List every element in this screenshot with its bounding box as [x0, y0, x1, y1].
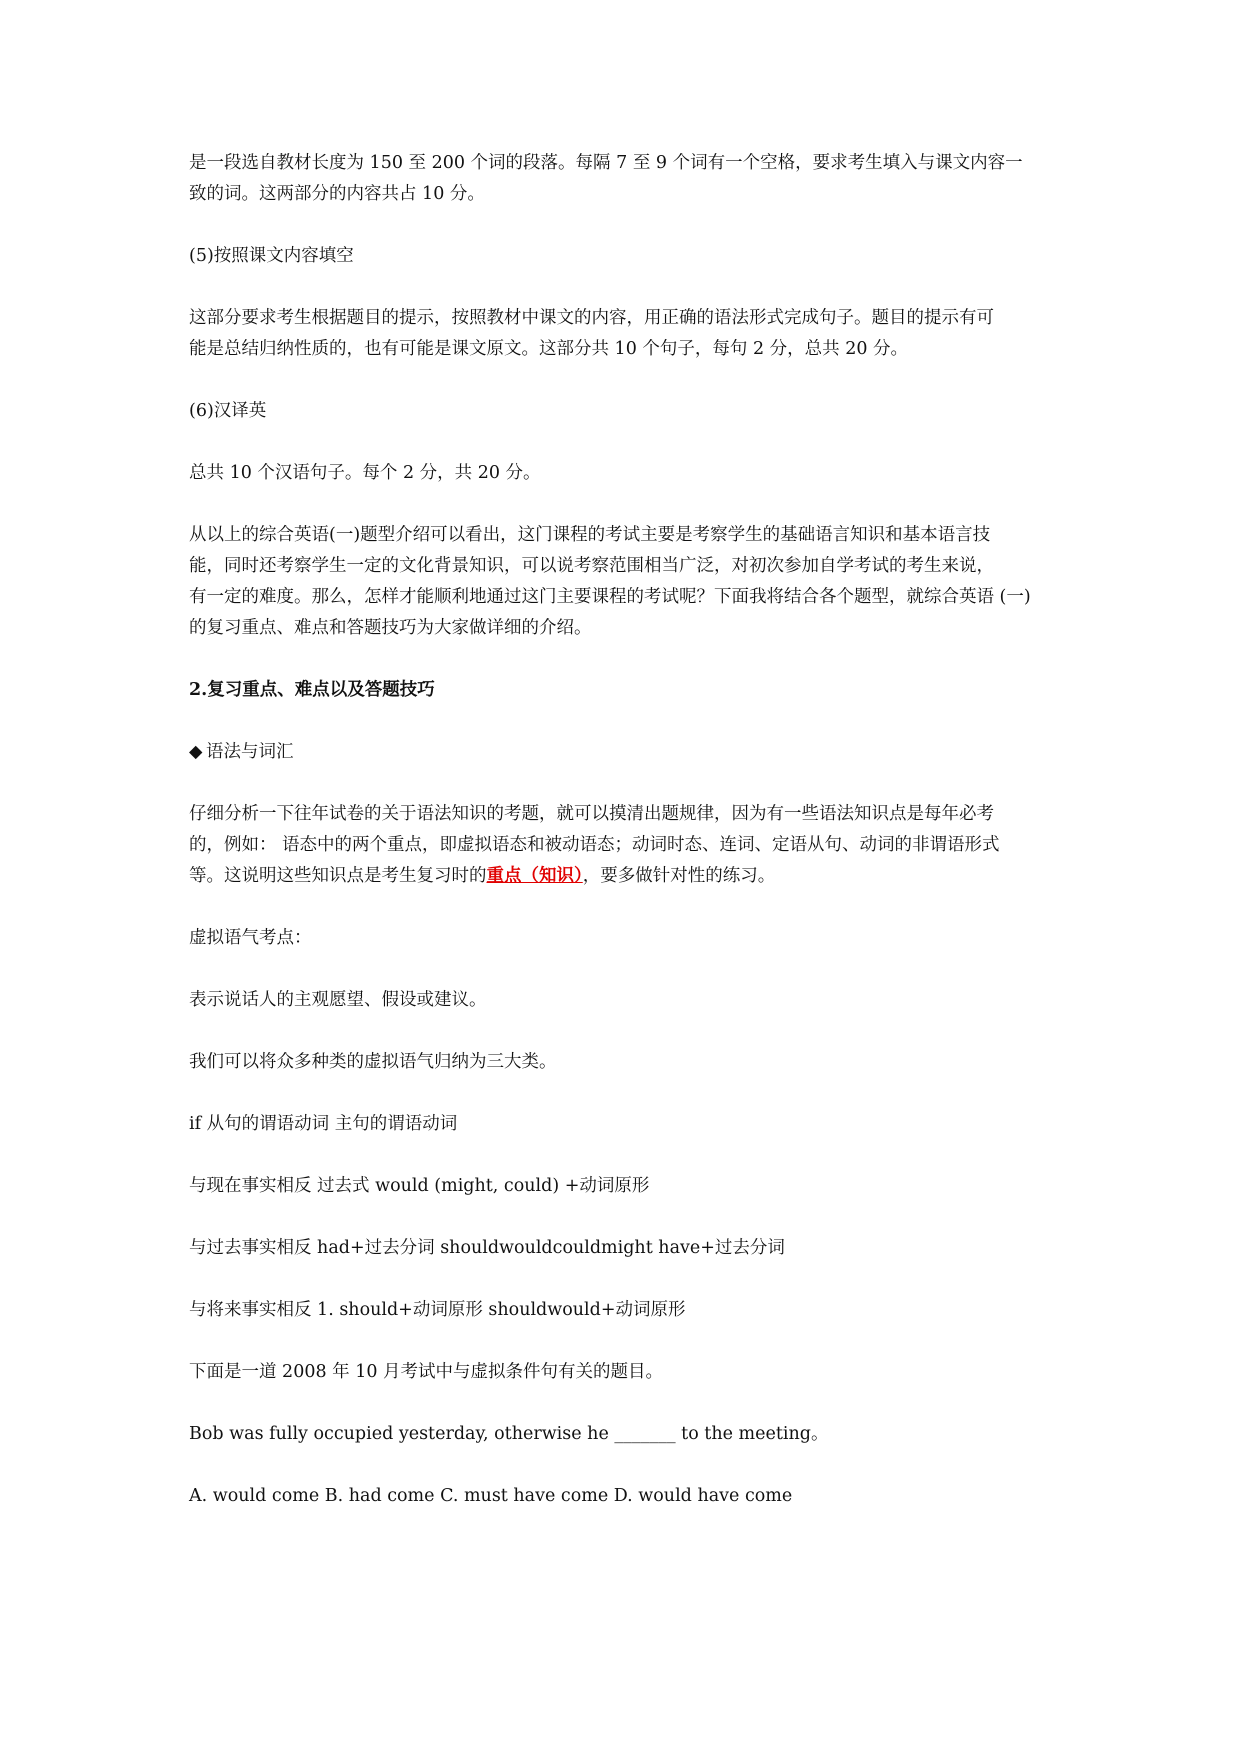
subjunctive-table-row-past: 与过去事实相反 had+过去分词 shouldwouldcouldmight have+过去分词	[189, 1238, 785, 1258]
paragraph-exam-overview	[189, 520, 1059, 644]
paragraph-line: 从以上的综合英语(一)题型介绍可以看出，这门课程的考试主要是考察学生的基础语言知识和基本语言技	[189, 525, 991, 545]
paragraph-line	[189, 861, 1059, 892]
paragraph-line: 能是总结归纳性质的，也有可能是课文原文。这部分共 10 个句子，每句 2 分，总共 20 分。	[189, 339, 909, 359]
subjunctive-table-row-future: 与将来事实相反 1. should+动词原形 shouldwould+动词原形	[189, 1300, 686, 1320]
heading-part-5: (5)按照课文内容填空	[189, 246, 354, 266]
paragraph-line: 仔细分析一下往年试卷的关于语法知识的考题，就可以摸清出题规律，因为有一些语法知识点是每年必考	[189, 804, 994, 824]
paragraph-grammar-analysis	[189, 799, 1059, 892]
heading-part-6: (6)汉译英	[189, 401, 267, 421]
subjunctive-heading: 虚拟语气考点：	[189, 928, 312, 948]
text-before-link: 等。这说明这些知识点是考生复习时的	[189, 866, 487, 886]
paragraph-line: 是一段选自教材长度为 150 至 200 个词的段落。每隔 7 至 9 个词有一个空格，要求考生填入与课文内容一	[189, 153, 1023, 173]
text-after-link: ，要多做针对性的练习。	[582, 866, 776, 886]
paragraph-subjunctive-categories: 我们可以将众多种类的虚拟语气归纳为三大类。	[189, 1052, 557, 1072]
paragraph-exam-question-intro: 下面是一道 2008 年 10 月考试中与虚拟条件句有关的题目。	[189, 1362, 664, 1382]
paragraph-line: 这部分要求考生根据题目的提示，按照教材中课文的内容，用正确的语法形式完成句子。题目的提示有可	[189, 308, 994, 328]
subjunctive-table-row-present: 与现在事实相反 过去式 would (might, could) +动词原形	[189, 1176, 650, 1196]
paragraph-line: 致的词。这两部分的内容共占 10 分。	[189, 184, 485, 204]
exam-question: Bob was fully occupied yesterday, otherwise he _______ to the meeting。	[189, 1424, 829, 1444]
section-2-title: 2.复习重点、难点以及答题技巧	[189, 680, 435, 700]
grammar-vocabulary-heading	[189, 737, 1059, 768]
subjunctive-table-header: if 从句的谓语动词 主句的谓语动词	[189, 1114, 458, 1134]
paragraph-line: 有一定的难度。那么，怎样才能顺利地通过这门主要课程的考试呢？下面我将结合各个题型，就综合英语 (一)	[189, 587, 1031, 607]
paragraph-subjunctive-definition: 表示说话人的主观愿望、假设或建议。	[189, 990, 487, 1010]
paragraph-cloze-description	[189, 148, 1059, 210]
paragraph-part-5-description	[189, 303, 1059, 365]
grammar-heading-text: 语法与词汇	[206, 742, 294, 762]
paragraph-part-6-description: 总共 10 个汉语句子。每个 2 分，共 20 分。	[189, 463, 541, 483]
paragraph-line: 的，例如： 语态中的两个重点，即虚拟语态和被动语态；动词时态、连词、定语从句、动词的非谓语形式	[189, 835, 1000, 855]
highlight-link-key-knowledge[interactable]: 重点（知识）	[486, 866, 583, 886]
exam-question-options: A. would come B. had come C. must have come D. would have come	[189, 1486, 793, 1506]
black-diamond-icon: ◆	[189, 742, 203, 762]
paragraph-line: 的复习重点、难点和答题技巧为大家做详细的介绍。	[189, 618, 592, 638]
paragraph-line: 能，同时还考察学生一定的文化背景知识，可以说考察范围相当广泛，对初次参加自学考试的考生来说，	[189, 556, 994, 576]
